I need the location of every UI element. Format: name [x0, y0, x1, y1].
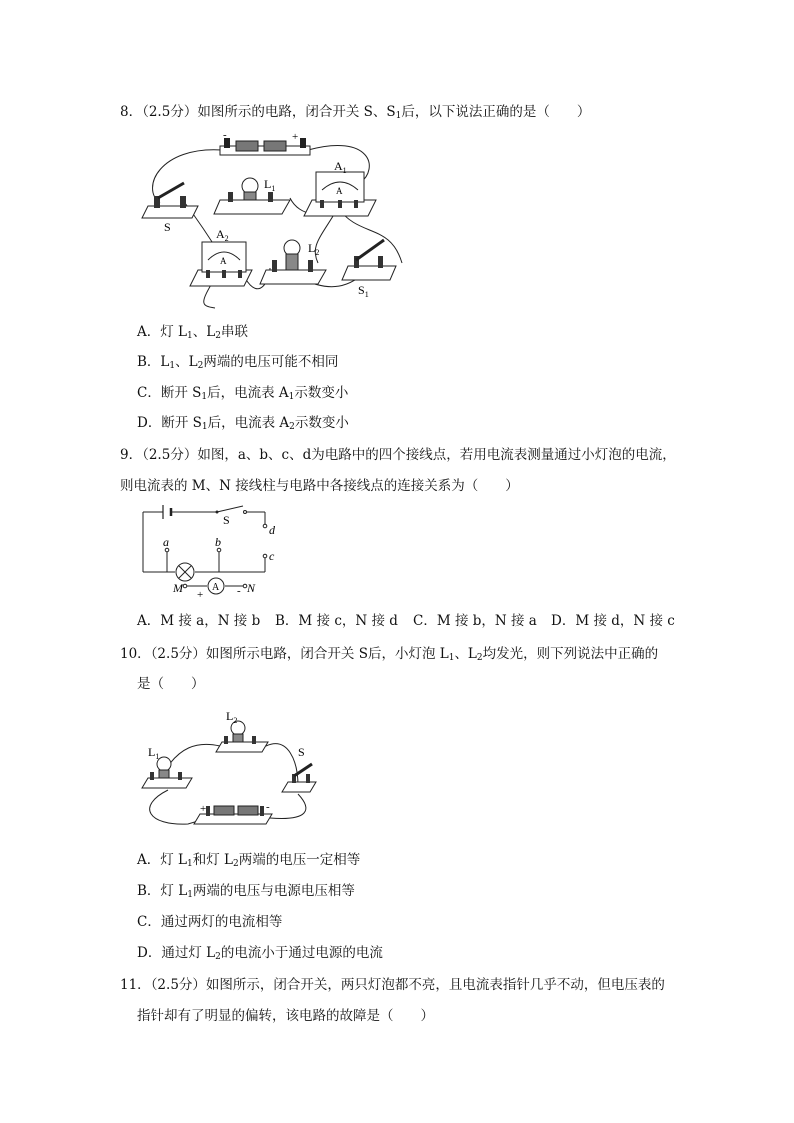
svg-text:L1: $L_1$: [148, 745, 160, 761]
svg-text:-: -: [223, 129, 227, 141]
terminal-c: [263, 554, 267, 558]
svg-text:b: b: [215, 535, 221, 549]
q10-option-a: A．灯 $L_1$和灯 $L_2$两端的电压一定相等: [137, 852, 361, 869]
svg-text:a: a: [163, 535, 169, 549]
lamp-l1-icon: [214, 178, 290, 214]
svg-text:L2: $L_2$: [308, 241, 320, 257]
q8-option-c: C．断开 $S_1$后，电流表 $A_1$示数变小: [137, 385, 349, 402]
svg-text:A: A: [336, 186, 343, 196]
svg-text:A: A: [220, 256, 227, 266]
svg-text:N: N: [247, 581, 256, 595]
q10-option-c: C．通过两灯的电流相等: [137, 914, 283, 930]
q10-option-b: B．灯 $L_1$两端的电压与电源电压相等: [137, 883, 355, 900]
svg-text:+: +: [197, 589, 204, 601]
svg-text:S: S: [223, 513, 230, 527]
ammeter-icon: [208, 578, 224, 594]
q9-stem-line2: 则电流表的 M、N 接线柱与电路中各接线点的连接关系为（ ）: [120, 478, 519, 494]
terminal-d: [263, 524, 267, 528]
switch-s1-icon: [342, 240, 396, 280]
q8-circuit-figure: [140, 128, 410, 308]
q9-option-c: C．M 接 b，N 接 a: [413, 613, 537, 629]
q8-option-b: B．$L_1$、$L_2$两端的电压可能不相同: [137, 354, 339, 371]
lamp-icon: [176, 563, 194, 581]
svg-text:S1: $S_1$: [358, 283, 369, 299]
svg-text:L1: $L_1$: [264, 177, 276, 193]
svg-text:-: -: [237, 585, 241, 597]
svg-text:c: c: [269, 549, 275, 563]
q9-option-a: A．M 接 a，N 接 b: [137, 613, 261, 629]
q10-stem-line2: 是（ ）: [137, 676, 205, 692]
q9-circuit-figure: [135, 500, 285, 600]
q9-stem-line1: 9．（2.5分）如图，a、b、c、d为电路中的四个接线点，若用电流表测量通过小灯泡的电流，: [120, 447, 676, 463]
q8-stem: 8．（2.5分）如图所示的电路，闭合开关 S、$S_1$后，以下说法正确的是（ ）: [120, 104, 591, 121]
q9-options: [137, 612, 697, 630]
ammeter-a2-icon: [190, 242, 252, 286]
terminal-m: [183, 584, 187, 588]
svg-text:A1: $A_1$: [334, 159, 347, 175]
svg-text:A: A: [212, 582, 220, 593]
svg-text:S: S: [164, 220, 171, 234]
q9-option-d: D．M 接 d，N 接 c: [551, 613, 675, 629]
q10-option-d: D．通过灯 $L_2$的电流小于通过电源的电流: [137, 945, 383, 962]
switch-s-icon: [142, 183, 198, 218]
svg-text:L2: $L_2$: [226, 709, 238, 725]
svg-text:d: d: [269, 523, 275, 537]
svg-text:M: M: [173, 581, 183, 595]
lamp-l2-icon: [216, 721, 268, 752]
svg-text:A2: $A_2$: [216, 227, 229, 243]
svg-text:-: -: [266, 801, 270, 813]
lamp-l1-icon: [142, 757, 192, 788]
q11-stem-line1: 11．（2.5分）如图所示，闭合开关，两只灯泡都不亮，且电流表指针几乎不动，但电压表的: [120, 977, 665, 993]
svg-text:+: +: [200, 803, 207, 815]
q11-stem-line2: 指针却有了明显的偏转，该电路的故障是（ ）: [137, 1008, 434, 1024]
q8-option-d: D．断开 $S_1$后，电流表 $A_2$示数变小: [137, 415, 349, 432]
q8-option-a: A．灯 $L_1$、$L_2$串联: [137, 324, 248, 341]
q10-circuit-figure: [138, 706, 328, 830]
q10-stem-line1: 10．（2.5分）如图所示电路，闭合开关 S后，小灯泡 $L_1$、$L_2$均发光，则下列说法中正确的: [120, 646, 659, 663]
svg-text:S: S: [298, 745, 305, 759]
switch-s-icon: [282, 764, 316, 792]
svg-text:+: +: [292, 131, 299, 143]
q9-option-b: B．M 接 c，N 接 d: [275, 613, 398, 629]
